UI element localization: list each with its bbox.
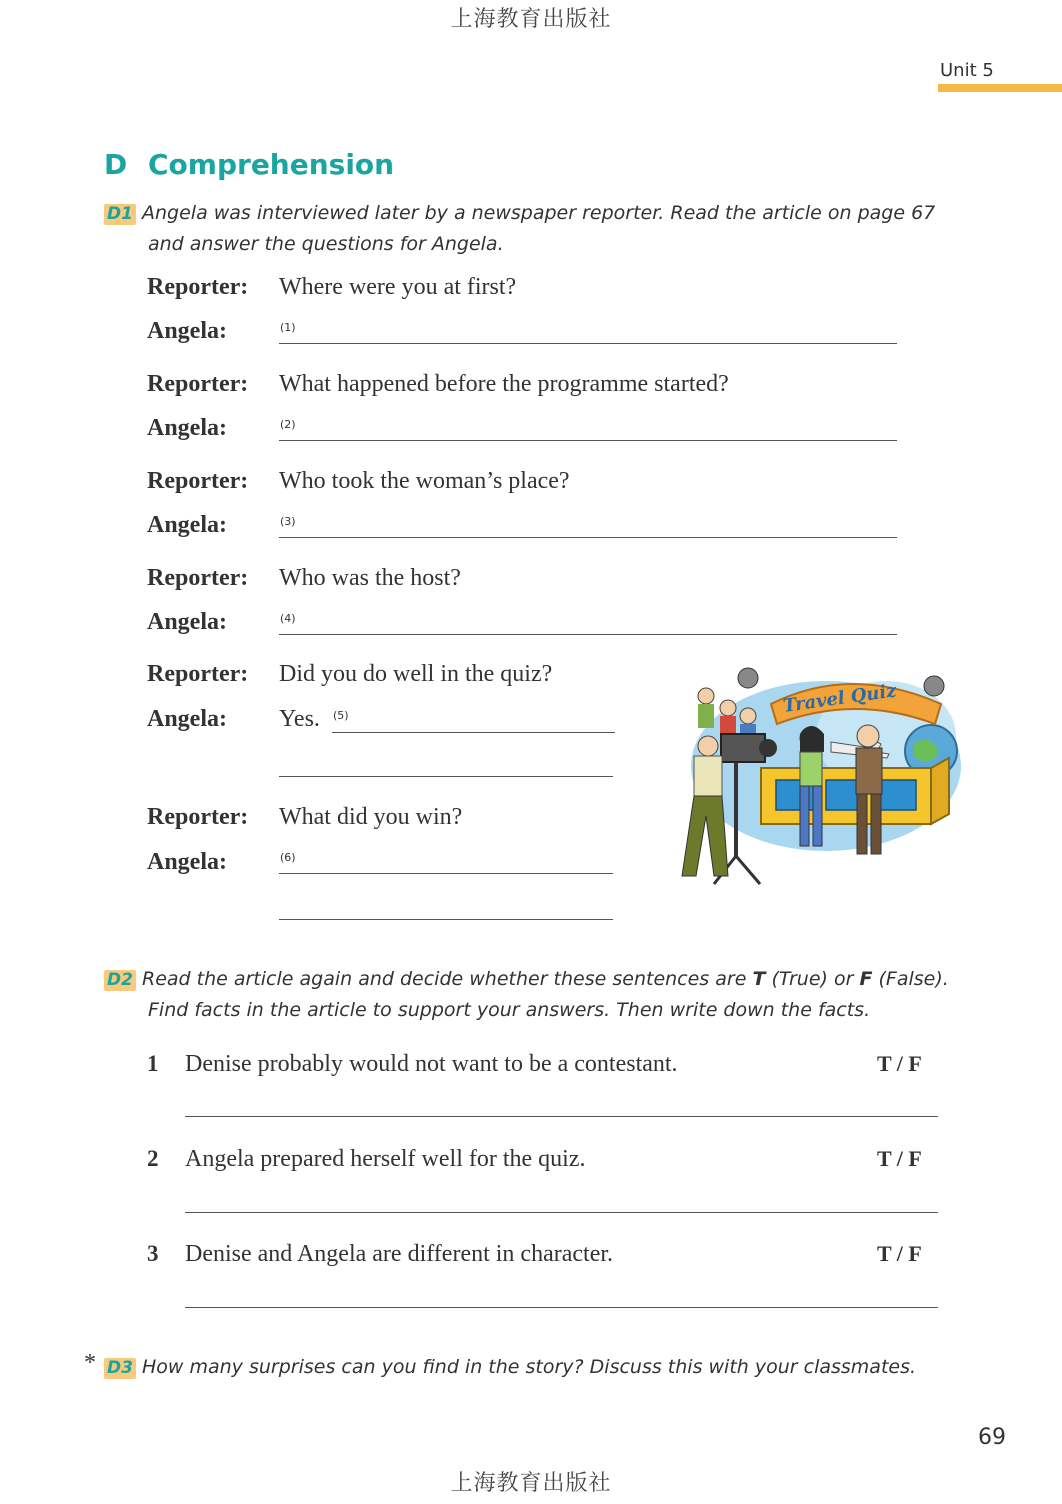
true-false-choice[interactable]: T / F — [877, 1051, 922, 1076]
answer-line[interactable] — [279, 873, 613, 874]
angela-label: Angela: — [147, 512, 227, 538]
d2-instruction-text-a: Read the article again and decide whether these sentences are — [142, 968, 753, 990]
true-false-choice[interactable]: T / F — [877, 1146, 922, 1171]
reporter-question: Who was the host? — [279, 565, 461, 591]
answer-number: (1) — [280, 321, 296, 334]
item-statement: Denise probably would not want to be a contestant. — [185, 1051, 678, 1077]
answer-number: (2) — [280, 418, 296, 431]
answer-prefix: Yes. — [279, 706, 320, 732]
reporter-label: Reporter: — [147, 661, 249, 687]
reporter-label: Reporter: — [147, 804, 249, 830]
answer-number: (5) — [333, 709, 349, 722]
item-statement: Angela prepared herself well for the quiz. — [185, 1146, 586, 1172]
item-statement: Denise and Angela are different in character. — [185, 1241, 614, 1267]
publisher-footer: 上海教育出版社 — [450, 1470, 612, 1495]
sign-text: Travel Quiz — [781, 680, 898, 717]
answer-number: (3) — [280, 515, 296, 528]
d2-instruction-text-c: (False). — [872, 968, 949, 990]
reporter-question: What happened before the programme started? — [279, 371, 729, 397]
section-name: Comprehension — [148, 148, 395, 181]
angela-label: Angela: — [147, 318, 227, 344]
reporter-label: Reporter: — [147, 468, 249, 494]
fact-answer-line[interactable] — [185, 1116, 938, 1117]
d1-instruction — [104, 198, 935, 229]
reporter-label: Reporter: — [147, 274, 249, 300]
d2-instruction-true: T — [752, 968, 766, 990]
angela-label: Angela: — [147, 706, 227, 732]
unit-label: Unit 5 — [940, 60, 994, 81]
d2-badge: D2 — [104, 970, 136, 991]
reporter-question: Who took the woman’s place? — [279, 468, 570, 494]
answer-number: (6) — [280, 851, 296, 864]
optional-star: * — [84, 1350, 96, 1376]
reporter-question: Did you do well in the quiz? — [279, 661, 553, 687]
angela-label: Angela: — [147, 609, 227, 635]
fact-answer-line[interactable] — [185, 1307, 938, 1308]
d2-instruction-line2: Find facts in the article to support your answers. Then write down the facts. — [148, 999, 871, 1021]
answer-line[interactable] — [279, 634, 897, 635]
item-number: 2 — [147, 1146, 159, 1171]
reporter-question: What did you win? — [279, 804, 463, 830]
reporter-question: Where were you at first? — [279, 274, 517, 300]
page-number: 69 — [978, 1425, 1006, 1450]
item-number: 3 — [147, 1241, 159, 1266]
d1-instruction-line2: and answer the questions for Angela. — [148, 233, 504, 255]
fact-answer-line[interactable] — [185, 1212, 938, 1213]
d3-instruction-text: How many surprises can you find in the story? Discuss this with your classmates. — [142, 1356, 917, 1378]
quiz-show-illustration — [636, 656, 966, 892]
answer-line[interactable] — [279, 440, 897, 441]
answer-line[interactable] — [279, 919, 613, 920]
d1-instruction-line1: Angela was interviewed later by a newspaper reporter. Read the article on page 67 — [142, 202, 936, 224]
section-title — [104, 148, 394, 181]
angela-label: Angela: — [147, 415, 227, 441]
d3-badge: D3 — [104, 1358, 136, 1379]
angela-label: Angela: — [147, 849, 227, 875]
item-number: 1 — [147, 1051, 159, 1076]
answer-line[interactable] — [279, 343, 897, 344]
section-letter: D — [104, 148, 128, 181]
answer-line[interactable] — [279, 776, 613, 777]
d3-instruction — [104, 1352, 916, 1383]
d2-instruction-false: F — [859, 968, 873, 990]
publisher-header: 上海教育出版社 — [450, 6, 612, 31]
true-false-choice[interactable]: T / F — [877, 1241, 922, 1266]
reporter-label: Reporter: — [147, 565, 249, 591]
unit-bar — [938, 84, 1062, 92]
answer-line[interactable] — [279, 537, 897, 538]
answer-number: (4) — [280, 612, 296, 625]
d2-instruction — [104, 964, 949, 995]
reporter-label: Reporter: — [147, 371, 249, 397]
answer-line[interactable] — [332, 732, 615, 733]
d2-instruction-text-b: (True) or — [765, 968, 860, 990]
d1-badge: D1 — [104, 204, 136, 225]
